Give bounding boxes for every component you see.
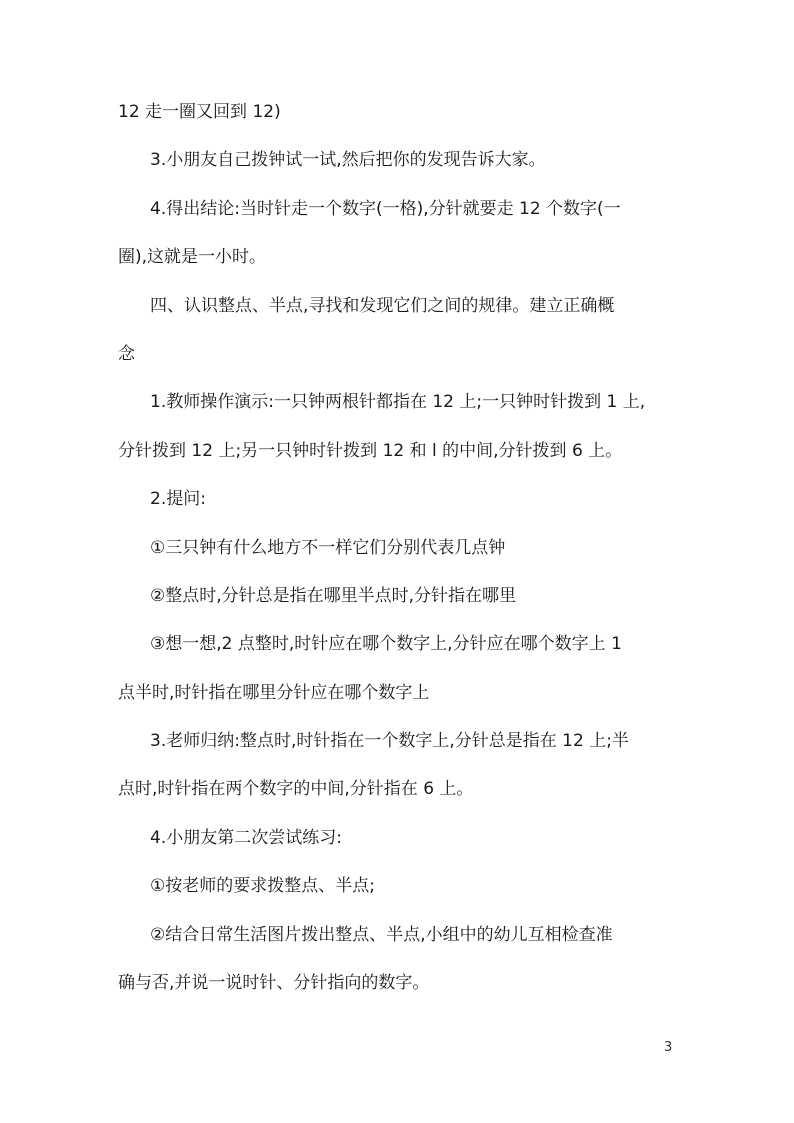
text-line-practice: 4.小朋友第二次尝试练习: [150, 827, 342, 848]
text-line-question: 2.提问: [150, 489, 206, 510]
text-line-continuation: 12 走一圈又回到 12) [118, 102, 281, 122]
text-line-demo-1-cont: 分针拨到 12 上;另一只钟时针拨到 12 和 l 的中间,分针拨到 6 上。 [118, 440, 623, 461]
page-number: 3 [664, 1040, 673, 1055]
text-line-demo-1: 1.教师操作演示:一只钟两根针都指在 12 上;一只钟时针拨到 1 上, [150, 392, 646, 413]
list-item-question-2: ②整点时,分针总是指在哪里半点时,分针指在哪里 [150, 585, 517, 606]
text-line-summary: 3.老师归纳:整点时,时针指在一个数字上,分针总是指在 12 上;半 [150, 731, 629, 752]
list-item-practice-2-cont: 确与否,并说一说时针、分针指向的数字。 [118, 973, 430, 994]
list-item-practice-1: ①按老师的要求拨整点、半点; [150, 876, 375, 897]
text-line-summary-cont: 点时,时针指在两个数字的中间,分针指在 6 上。 [118, 779, 474, 800]
text-line-step-4-cont: 圈),这就是一小时。 [118, 247, 267, 268]
list-item-practice-2: ②结合日常生活图片拨出整点、半点,小组中的幼儿互相检查准 [150, 924, 613, 945]
list-item-question-1: ①三只钟有什么地方不一样它们分别代表几点钟 [150, 537, 506, 558]
text-line-step-4: 4.得出结论:当时针走一个数字(一格),分针就要走 12 个数字(一 [150, 198, 621, 219]
section-heading-4: 四、认识整点、半点,寻找和发现它们之间的规律。建立正确概 [150, 295, 615, 316]
list-item-question-3-cont: 点半时,时针指在哪里分针应在哪个数字上 [118, 682, 430, 703]
text-line-step-3: 3.小朋友自己拨钟试一试,然后把你的发现告诉大家。 [150, 150, 546, 171]
document-body [118, 92, 678, 1011]
list-item-question-3: ③想一想,2 点整时,时针应在哪个数字上,分针应在哪个数字上 1 [150, 634, 622, 655]
section-heading-4-cont: 念 [118, 343, 135, 364]
